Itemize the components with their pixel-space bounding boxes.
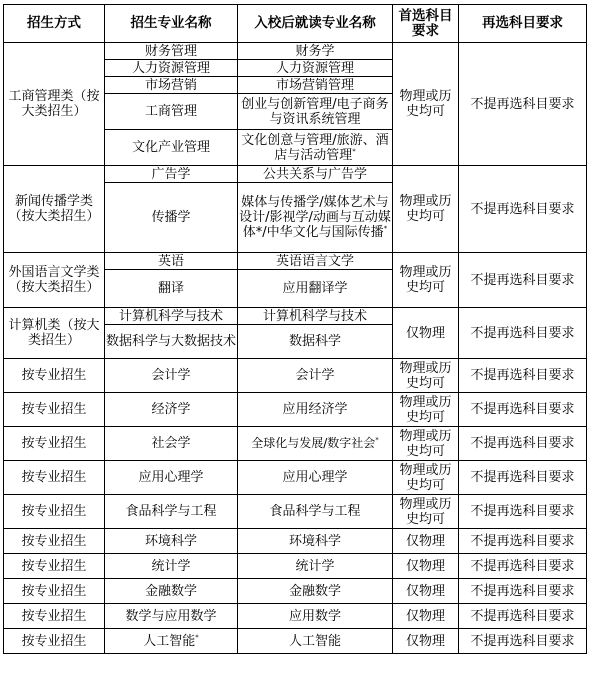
major-cell: 广告学: [105, 166, 238, 183]
major-cell: 财务管理: [105, 43, 238, 60]
footnote-mark: *: [375, 436, 379, 444]
first-subject-cell: 物理或历史均可: [393, 43, 459, 166]
major-cell: 环境科学: [105, 529, 238, 554]
study-major-text: 媒体与传播学/媒体艺术与设计/影视学/动画与互动媒体*/中华文化与国际传播: [239, 195, 391, 240]
admission-method-cell: 按专业招生: [4, 495, 105, 529]
table-row: [4, 554, 587, 579]
first-subject-cell: 仅物理: [393, 554, 459, 579]
study-major-cell: 会计学: [238, 359, 393, 393]
footnote-mark: *: [352, 147, 356, 156]
major-cell: 应用心理学: [105, 461, 238, 495]
second-subject-cell: 不提再选科目要求: [459, 529, 587, 554]
major-cell: 工商管理: [105, 94, 238, 130]
table-row: [4, 629, 587, 654]
table-row: [4, 166, 587, 183]
major-cell: [105, 629, 238, 654]
study-major-cell: 食品科学与工程: [238, 495, 393, 529]
second-subject-cell: 不提再选科目要求: [459, 253, 587, 308]
header-major-name: 招生专业名称: [105, 5, 238, 43]
admission-method-cell: 按专业招生: [4, 393, 105, 427]
study-major-cell: 英语语言文学: [238, 253, 393, 270]
first-subject-cell: 物理或历史均可: [393, 166, 459, 253]
major-cell: 英语: [105, 253, 238, 270]
study-major-cell: 数据科学: [238, 325, 393, 359]
table-row: [4, 461, 587, 495]
study-major-cell: 应用心理学: [238, 461, 393, 495]
major-text: 人工智能: [143, 633, 196, 649]
header-first-subject: 首选科目要求: [393, 5, 459, 43]
study-major-cell: [238, 427, 393, 461]
table-row: [4, 393, 587, 427]
major-cell: 食品科学与工程: [105, 495, 238, 529]
table-row: [4, 308, 587, 325]
study-major-cell: 公共关系与广告学: [238, 166, 393, 183]
second-subject-cell: 不提再选科目要求: [459, 359, 587, 393]
study-major-cell: 计算机科学与技术: [238, 308, 393, 325]
major-cell: 金融数学: [105, 579, 238, 604]
first-subject-cell: 仅物理: [393, 604, 459, 629]
study-major-cell: 市场营销管理: [238, 77, 393, 94]
study-major-cell: [238, 183, 393, 253]
admission-method-cell: 计算机类（按大类招生）: [4, 308, 105, 359]
table-row: [4, 427, 587, 461]
second-subject-cell: 不提再选科目要求: [459, 308, 587, 359]
second-subject-cell: 不提再选科目要求: [459, 461, 587, 495]
second-subject-cell: 不提再选科目要求: [459, 554, 587, 579]
study-major-cell: 应用数学: [238, 604, 393, 629]
study-major-cell: 应用翻译学: [238, 270, 393, 308]
table-row: [4, 579, 587, 604]
admission-method-cell: 新闻传播学类（按大类招生）: [4, 166, 105, 253]
admission-method-cell: 按专业招生: [4, 629, 105, 654]
first-subject-cell: 物理或历史均可: [393, 495, 459, 529]
study-major-cell: 人力资源管理: [238, 60, 393, 77]
first-subject-cell: 物理或历史均可: [393, 461, 459, 495]
major-cell: 人力资源管理: [105, 60, 238, 77]
first-subject-cell: 物理或历史均可: [393, 359, 459, 393]
study-major-cell: 金融数学: [238, 579, 393, 604]
admission-method-cell: 按专业招生: [4, 461, 105, 495]
second-subject-cell: 不提再选科目要求: [459, 43, 587, 166]
major-cell: 会计学: [105, 359, 238, 393]
table-row: [4, 604, 587, 629]
study-major-cell: [238, 130, 393, 166]
footnote-mark: *: [195, 633, 199, 642]
major-cell: 数学与应用数学: [105, 604, 238, 629]
header-row: [4, 5, 587, 43]
first-subject-cell: 仅物理: [393, 629, 459, 654]
table-row: [4, 253, 587, 270]
admission-method-cell: 工商管理类（按大类招生）: [4, 43, 105, 166]
study-major-cell: 应用经济学: [238, 393, 393, 427]
admission-method-cell: 按专业招生: [4, 604, 105, 629]
second-subject-cell: 不提再选科目要求: [459, 427, 587, 461]
table-row: [4, 43, 587, 60]
major-cell: 计算机科学与技术: [105, 308, 238, 325]
header-admission-method: 招生方式: [4, 5, 105, 43]
first-subject-cell: 物理或历史均可: [393, 427, 459, 461]
first-subject-cell: 仅物理: [393, 529, 459, 554]
admission-method-cell: 按专业招生: [4, 427, 105, 461]
header-second-subject: 再选科目要求: [459, 5, 587, 43]
major-cell: 文化产业管理: [105, 130, 238, 166]
admission-method-cell: 外国语言文学类（按大类招生）: [4, 253, 105, 308]
first-subject-cell: 仅物理: [393, 308, 459, 359]
second-subject-cell: 不提再选科目要求: [459, 604, 587, 629]
major-cell: 数据科学与大数据技术: [105, 325, 238, 359]
table-row: [4, 529, 587, 554]
second-subject-cell: 不提再选科目要求: [459, 495, 587, 529]
study-major-cell: 统计学: [238, 554, 393, 579]
major-cell: 统计学: [105, 554, 238, 579]
major-cell: 翻译: [105, 270, 238, 308]
study-major-cell: 财务学: [238, 43, 393, 60]
admission-method-cell: 按专业招生: [4, 529, 105, 554]
admissions-table: [3, 4, 587, 654]
admission-method-cell: 按专业招生: [4, 359, 105, 393]
study-major-text: 全球化与发展/数字社会: [251, 436, 376, 450]
first-subject-cell: 物理或历史均可: [393, 393, 459, 427]
admission-method-cell: 按专业招生: [4, 579, 105, 604]
study-major-cell: 人工智能: [238, 629, 393, 654]
major-cell: 市场营销: [105, 77, 238, 94]
second-subject-cell: 不提再选科目要求: [459, 629, 587, 654]
table-row: [4, 359, 587, 393]
major-cell: 社会学: [105, 427, 238, 461]
footnote-mark: *: [383, 224, 388, 233]
study-major-text: 文化创意与管理/旅游、酒店与活动管理: [241, 132, 389, 163]
major-cell: 传播学: [105, 183, 238, 253]
study-major-cell: 环境科学: [238, 529, 393, 554]
first-subject-cell: 仅物理: [393, 579, 459, 604]
admission-method-cell: 按专业招生: [4, 554, 105, 579]
table-row: [4, 495, 587, 529]
header-study-major: 入校后就读专业名称: [238, 5, 393, 43]
major-cell: 经济学: [105, 393, 238, 427]
second-subject-cell: 不提再选科目要求: [459, 393, 587, 427]
second-subject-cell: 不提再选科目要求: [459, 166, 587, 253]
study-major-cell: 创业与创新管理/电子商务与资讯系统管理: [238, 94, 393, 130]
second-subject-cell: 不提再选科目要求: [459, 579, 587, 604]
first-subject-cell: 物理或历史均可: [393, 253, 459, 308]
